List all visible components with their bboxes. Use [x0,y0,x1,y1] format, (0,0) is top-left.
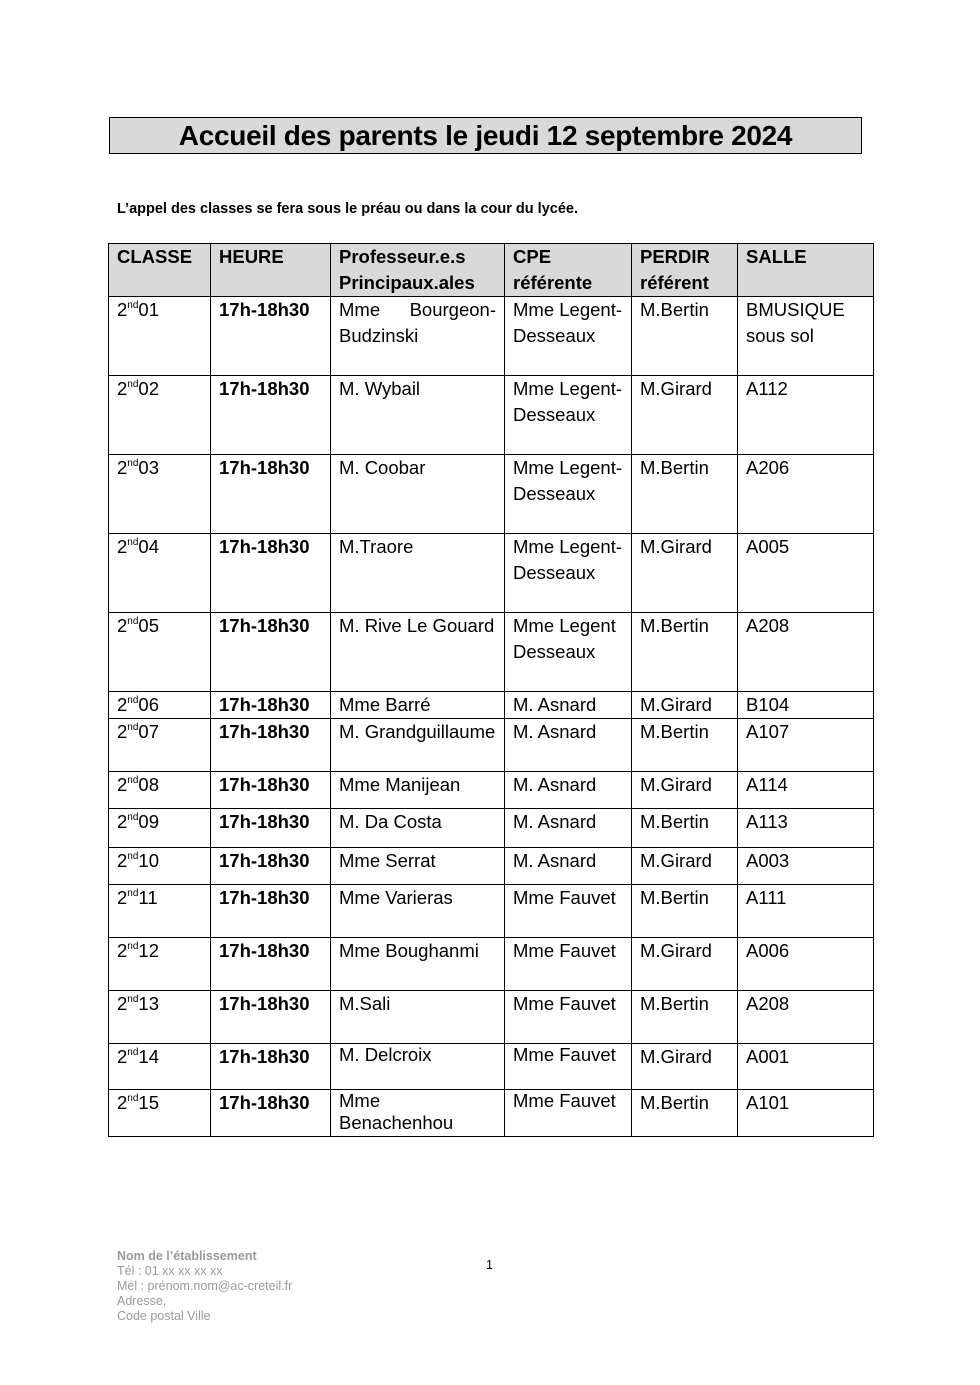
cell-salle: A101 [738,1090,874,1137]
cell-cpe: Mme Fauvet [505,991,632,1044]
cell-classe: 2nd05 [109,613,211,692]
table-row [109,991,874,1044]
cell-salle: B104 [738,692,874,719]
cell-professeur: M. Grandguillaume [331,719,505,772]
cell-perdir: M.Girard [632,376,738,455]
cell-classe: 2nd11 [109,885,211,938]
table-row [109,692,874,719]
page-title-box [109,117,862,154]
cell-classe: 2nd07 [109,719,211,772]
cell-perdir: M.Girard [632,938,738,991]
cell-perdir: M.Bertin [632,455,738,534]
cell-perdir: M.Girard [632,848,738,885]
cell-classe: 2nd14 [109,1044,211,1090]
cell-classe: 2nd13 [109,991,211,1044]
header-heure: HEURE [211,244,331,297]
classes-table [108,243,874,1137]
cell-perdir: M.Bertin [632,719,738,772]
cell-salle: A208 [738,613,874,692]
cell-classe: 2nd03 [109,455,211,534]
cell-classe: 2nd02 [109,376,211,455]
cell-classe: 2nd04 [109,534,211,613]
page-number: 1 [486,1258,493,1272]
cell-heure: 17h-18h30 [211,772,331,809]
cell-salle: A006 [738,938,874,991]
header-perdir: PERDIR référent [632,244,738,297]
table-row [109,297,874,376]
cell-perdir: M.Girard [632,534,738,613]
table-row [109,938,874,991]
cell-professeur: M.Sali [331,991,505,1044]
cell-perdir: M.Bertin [632,297,738,376]
cell-perdir: M.Girard [632,772,738,809]
cell-heure: 17h-18h30 [211,1090,331,1137]
table-row [109,809,874,848]
cell-professeur: Mme Benachenhou [331,1090,505,1137]
footer-contact [117,1249,292,1324]
table-row [109,885,874,938]
cell-classe: 2nd10 [109,848,211,885]
table-row [109,719,874,772]
cell-perdir: M.Bertin [632,885,738,938]
footer-mail: Mél : prénom.nom@ac-creteil.fr [117,1279,293,1293]
cell-salle: A113 [738,809,874,848]
cell-heure: 17h-18h30 [211,885,331,938]
cell-salle: A112 [738,376,874,455]
cell-professeur: Mme Manijean [331,772,505,809]
cell-cpe: M. Asnard [505,772,632,809]
cell-cpe: M. Asnard [505,809,632,848]
footer-tel: Tél : 01 xx xx xx xx [117,1264,223,1278]
table-row [109,1090,874,1137]
cell-classe: 2nd06 [109,692,211,719]
cell-cpe: Mme Legent-Desseaux [505,376,632,455]
intro-text: L’appel des classes se fera sous le préau ou dans la cour du lycée. [117,201,578,217]
cell-salle: BMUSIQUE sous sol [738,297,874,376]
cell-perdir: M.Bertin [632,613,738,692]
cell-heure: 17h-18h30 [211,809,331,848]
cell-cpe: Mme Fauvet [505,1090,632,1137]
cell-professeur: M. Wybail [331,376,505,455]
cell-salle: A111 [738,885,874,938]
cell-perdir: M.Bertin [632,1090,738,1137]
cell-salle: A206 [738,455,874,534]
cell-cpe: M. Asnard [505,719,632,772]
page-title: Accueil des parents le jeudi 12 septembre 2024 [178,119,793,151]
cell-heure: 17h-18h30 [211,938,331,991]
cell-professeur: Mme Boughanmi [331,938,505,991]
cell-professeur: Mme Barré [331,692,505,719]
cell-professeur: M.Traore [331,534,505,613]
table-row [109,1044,874,1090]
cell-cpe: M. Asnard [505,692,632,719]
footer-establishment-name: Nom de l’établissement [117,1249,257,1263]
cell-heure: 17h-18h30 [211,692,331,719]
cell-heure: 17h-18h30 [211,455,331,534]
cell-professeur: M. Da Costa [331,809,505,848]
header-professeurs: Professeur.e.s Principaux.ales [331,244,505,297]
cell-salle: A001 [738,1044,874,1090]
cell-heure: 17h-18h30 [211,719,331,772]
cell-perdir: M.Girard [632,1044,738,1090]
cell-perdir: M.Bertin [632,991,738,1044]
table-row [109,848,874,885]
cell-cpe: Mme Legent-Desseaux [505,297,632,376]
cell-cpe: M. Asnard [505,848,632,885]
cell-professeur: M. Coobar [331,455,505,534]
cell-heure: 17h-18h30 [211,1044,331,1090]
cell-classe: 2nd08 [109,772,211,809]
table-row [109,455,874,534]
table-header-row [109,244,874,297]
cell-cpe: Mme Legent Desseaux [505,613,632,692]
cell-perdir: M.Girard [632,692,738,719]
cell-cpe: Mme Fauvet [505,885,632,938]
footer-address: Adresse, [117,1294,167,1308]
cell-cpe: Mme Legent-Desseaux [505,455,632,534]
cell-salle: A005 [738,534,874,613]
cell-professeur: Mme Varieras [331,885,505,938]
table-row [109,534,874,613]
cell-classe: 2nd09 [109,809,211,848]
table-row [109,613,874,692]
cell-heure: 17h-18h30 [211,991,331,1044]
cell-professeur: Mme Serrat [331,848,505,885]
cell-cpe: Mme Legent-Desseaux [505,534,632,613]
cell-heure: 17h-18h30 [211,848,331,885]
cell-heure: 17h-18h30 [211,534,331,613]
table-row [109,772,874,809]
cell-salle: A114 [738,772,874,809]
cell-cpe: Mme Fauvet [505,1044,632,1090]
table-row [109,376,874,455]
header-cpe: CPE référente [505,244,632,297]
header-classe: CLASSE [109,244,211,297]
cell-professeur: Mme Bourgeon-Budzinski [331,297,505,376]
cell-classe: 2nd15 [109,1090,211,1137]
cell-perdir: M.Bertin [632,809,738,848]
cell-professeur: M. Rive Le Gouard [331,613,505,692]
cell-heure: 17h-18h30 [211,297,331,376]
header-salle: SALLE [738,244,874,297]
cell-salle: A208 [738,991,874,1044]
cell-salle: A003 [738,848,874,885]
cell-heure: 17h-18h30 [211,613,331,692]
cell-professeur: M. Delcroix [331,1044,505,1090]
cell-salle: A107 [738,719,874,772]
cell-classe: 2nd12 [109,938,211,991]
cell-cpe: Mme Fauvet [505,938,632,991]
footer-city: Code postal Ville [117,1309,211,1323]
cell-classe: 2nd01 [109,297,211,376]
cell-heure: 17h-18h30 [211,376,331,455]
